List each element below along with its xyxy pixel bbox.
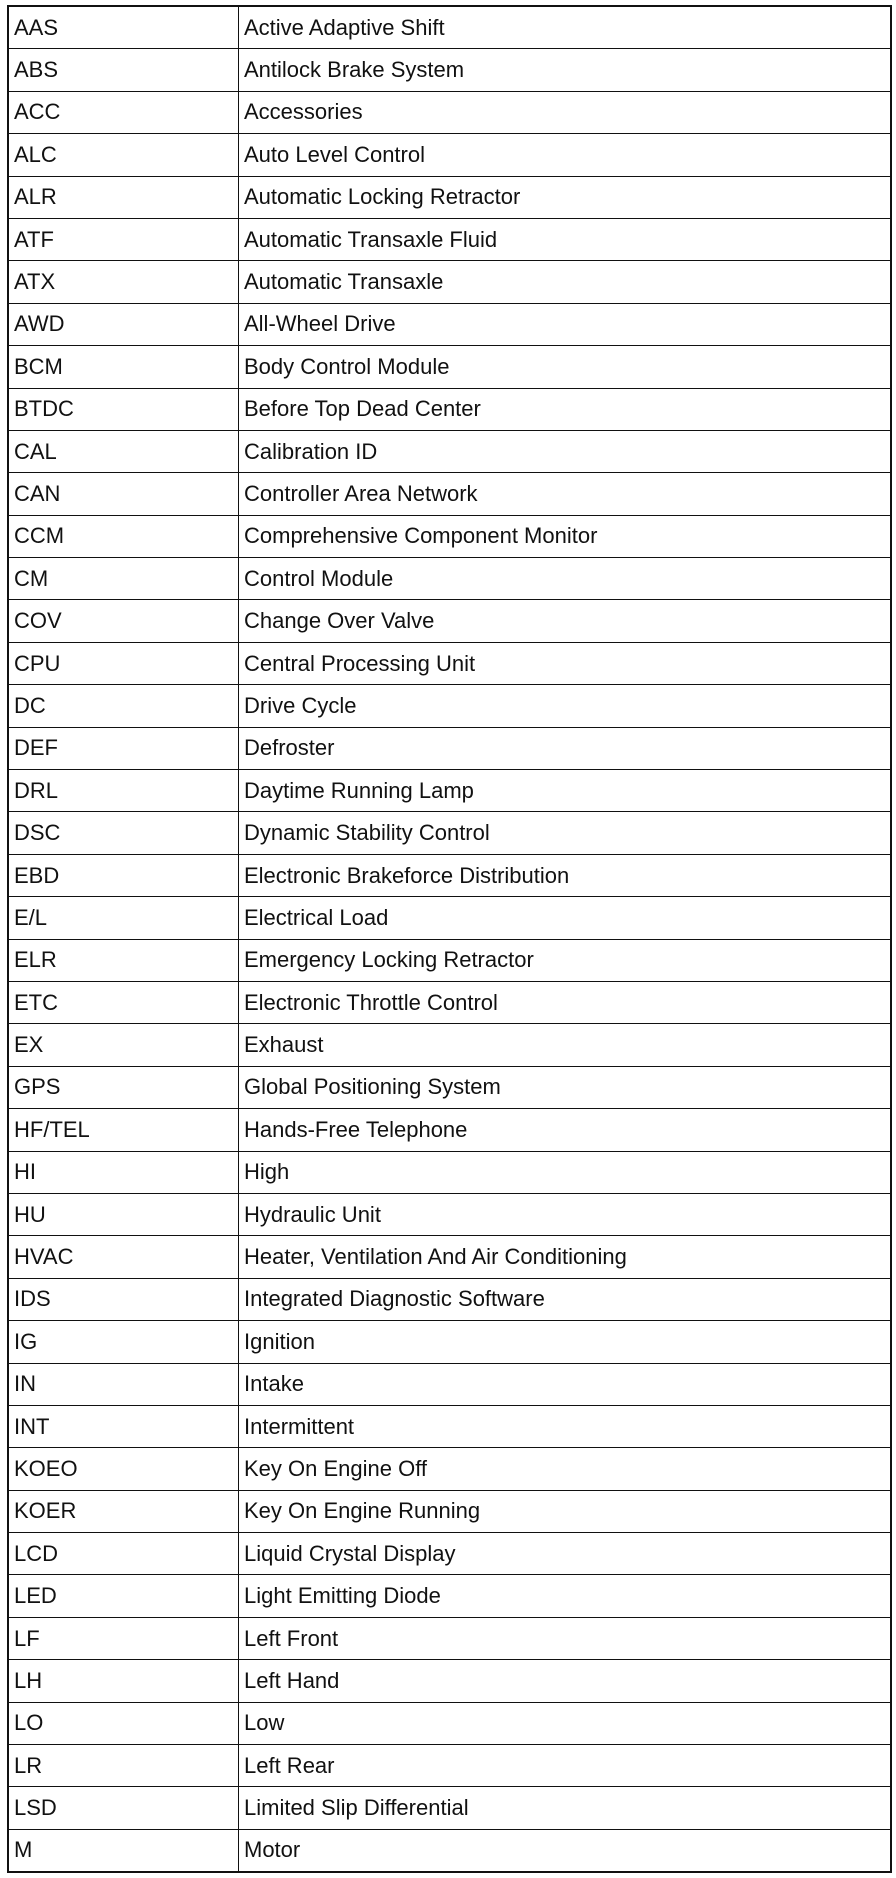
abbreviation-cell: CM [8, 558, 239, 600]
meaning-cell: Left Front [239, 1617, 892, 1659]
meaning-cell: Integrated Diagnostic Software [239, 1278, 892, 1320]
meaning-cell: Defroster [239, 727, 892, 769]
abbreviation-cell: IG [8, 1321, 239, 1363]
meaning-cell: Calibration ID [239, 430, 892, 472]
abbreviation-cell: BCM [8, 346, 239, 388]
abbreviation-cell: E/L [8, 897, 239, 939]
meaning-cell: Accessories [239, 91, 892, 133]
abbreviation-cell: CAL [8, 430, 239, 472]
abbreviation-cell: LF [8, 1617, 239, 1659]
meaning-cell: Active Adaptive Shift [239, 6, 892, 49]
table-row [8, 1617, 891, 1659]
meaning-cell: Intermittent [239, 1405, 892, 1447]
abbreviation-cell: ETC [8, 981, 239, 1023]
meaning-cell: Automatic Transaxle Fluid [239, 218, 892, 260]
abbreviation-cell: M [8, 1829, 239, 1872]
abbreviation-table [7, 5, 892, 1873]
meaning-cell: Dynamic Stability Control [239, 812, 892, 854]
abbreviation-cell: HVAC [8, 1236, 239, 1278]
meaning-cell: Key On Engine Running [239, 1490, 892, 1532]
abbreviation-cell: ALC [8, 134, 239, 176]
table-row [8, 1193, 891, 1235]
meaning-cell: Electronic Throttle Control [239, 981, 892, 1023]
meaning-cell: Hydraulic Unit [239, 1193, 892, 1235]
table-row [8, 1278, 891, 1320]
abbreviation-cell: DEF [8, 727, 239, 769]
meaning-cell: Hands-Free Telephone [239, 1109, 892, 1151]
table-row [8, 303, 891, 345]
table-row [8, 430, 891, 472]
table-row [8, 1109, 891, 1151]
meaning-cell: Emergency Locking Retractor [239, 939, 892, 981]
meaning-cell: High [239, 1151, 892, 1193]
table-row [8, 685, 891, 727]
meaning-cell: Controller Area Network [239, 473, 892, 515]
abbreviation-cell: KOER [8, 1490, 239, 1532]
abbreviation-cell: LED [8, 1575, 239, 1617]
table-row [8, 1024, 891, 1066]
meaning-cell: Body Control Module [239, 346, 892, 388]
table-row [8, 1533, 891, 1575]
table-row [8, 346, 891, 388]
table-row [8, 1405, 891, 1447]
table-row [8, 1829, 891, 1872]
abbreviation-cell: ATF [8, 218, 239, 260]
abbreviation-cell: CPU [8, 642, 239, 684]
abbreviation-table-body [8, 6, 891, 1872]
table-row [8, 1066, 891, 1108]
table-row [8, 261, 891, 303]
abbreviation-cell: BTDC [8, 388, 239, 430]
meaning-cell: Key On Engine Off [239, 1448, 892, 1490]
table-row [8, 1745, 891, 1787]
table-row [8, 1448, 891, 1490]
table-row [8, 727, 891, 769]
meaning-cell: Light Emitting Diode [239, 1575, 892, 1617]
table-row [8, 1151, 891, 1193]
table-row [8, 1787, 891, 1829]
meaning-cell: Motor [239, 1829, 892, 1872]
table-row [8, 388, 891, 430]
meaning-cell: Central Processing Unit [239, 642, 892, 684]
abbreviation-cell: HU [8, 1193, 239, 1235]
meaning-cell: Before Top Dead Center [239, 388, 892, 430]
table-row [8, 812, 891, 854]
abbreviation-cell: INT [8, 1405, 239, 1447]
abbreviation-cell: LCD [8, 1533, 239, 1575]
abbreviation-cell: DC [8, 685, 239, 727]
table-row [8, 1363, 891, 1405]
meaning-cell: Control Module [239, 558, 892, 600]
abbreviation-cell: EX [8, 1024, 239, 1066]
meaning-cell: Electronic Brakeforce Distribution [239, 854, 892, 896]
table-row [8, 91, 891, 133]
meaning-cell: All-Wheel Drive [239, 303, 892, 345]
abbreviation-cell: ALR [8, 176, 239, 218]
abbreviation-cell: HF/TEL [8, 1109, 239, 1151]
meaning-cell: Ignition [239, 1321, 892, 1363]
abbreviation-cell: DRL [8, 770, 239, 812]
meaning-cell: Automatic Locking Retractor [239, 176, 892, 218]
table-row [8, 1321, 891, 1363]
meaning-cell: Exhaust [239, 1024, 892, 1066]
meaning-cell: Heater, Ventilation And Air Conditioning [239, 1236, 892, 1278]
table-row [8, 642, 891, 684]
table-row [8, 134, 891, 176]
table-row [8, 897, 891, 939]
table-row [8, 1702, 891, 1744]
meaning-cell: Limited Slip Differential [239, 1787, 892, 1829]
table-row [8, 1575, 891, 1617]
meaning-cell: Automatic Transaxle [239, 261, 892, 303]
table-row [8, 854, 891, 896]
meaning-cell: Global Positioning System [239, 1066, 892, 1108]
meaning-cell: Intake [239, 1363, 892, 1405]
abbreviation-cell: GPS [8, 1066, 239, 1108]
abbreviation-cell: LH [8, 1660, 239, 1702]
abbreviation-cell: LO [8, 1702, 239, 1744]
table-row [8, 558, 891, 600]
table-row [8, 939, 891, 981]
abbreviation-cell: COV [8, 600, 239, 642]
table-row [8, 770, 891, 812]
meaning-cell: Left Hand [239, 1660, 892, 1702]
abbreviation-cell: AAS [8, 6, 239, 49]
abbreviation-cell: ATX [8, 261, 239, 303]
abbreviation-cell: ELR [8, 939, 239, 981]
meaning-cell: Electrical Load [239, 897, 892, 939]
abbreviation-cell: CCM [8, 515, 239, 557]
table-row [8, 6, 891, 49]
abbreviation-cell: IN [8, 1363, 239, 1405]
table-row [8, 176, 891, 218]
table-row [8, 49, 891, 91]
abbreviation-cell: IDS [8, 1278, 239, 1320]
meaning-cell: Drive Cycle [239, 685, 892, 727]
table-row [8, 1490, 891, 1532]
meaning-cell: Change Over Valve [239, 600, 892, 642]
table-row [8, 1236, 891, 1278]
abbreviation-cell: LR [8, 1745, 239, 1787]
meaning-cell: Auto Level Control [239, 134, 892, 176]
abbreviation-cell: EBD [8, 854, 239, 896]
abbreviation-cell: LSD [8, 1787, 239, 1829]
abbreviation-cell: CAN [8, 473, 239, 515]
table-row [8, 473, 891, 515]
meaning-cell: Comprehensive Component Monitor [239, 515, 892, 557]
abbreviation-cell: HI [8, 1151, 239, 1193]
abbreviation-cell: AWD [8, 303, 239, 345]
meaning-cell: Daytime Running Lamp [239, 770, 892, 812]
table-row [8, 218, 891, 260]
table-row [8, 981, 891, 1023]
meaning-cell: Left Rear [239, 1745, 892, 1787]
table-row [8, 600, 891, 642]
meaning-cell: Low [239, 1702, 892, 1744]
table-row [8, 1660, 891, 1702]
table-row [8, 515, 891, 557]
abbreviation-cell: DSC [8, 812, 239, 854]
meaning-cell: Liquid Crystal Display [239, 1533, 892, 1575]
abbreviation-cell: ABS [8, 49, 239, 91]
meaning-cell: Antilock Brake System [239, 49, 892, 91]
abbreviation-cell: ACC [8, 91, 239, 133]
abbreviation-cell: KOEO [8, 1448, 239, 1490]
